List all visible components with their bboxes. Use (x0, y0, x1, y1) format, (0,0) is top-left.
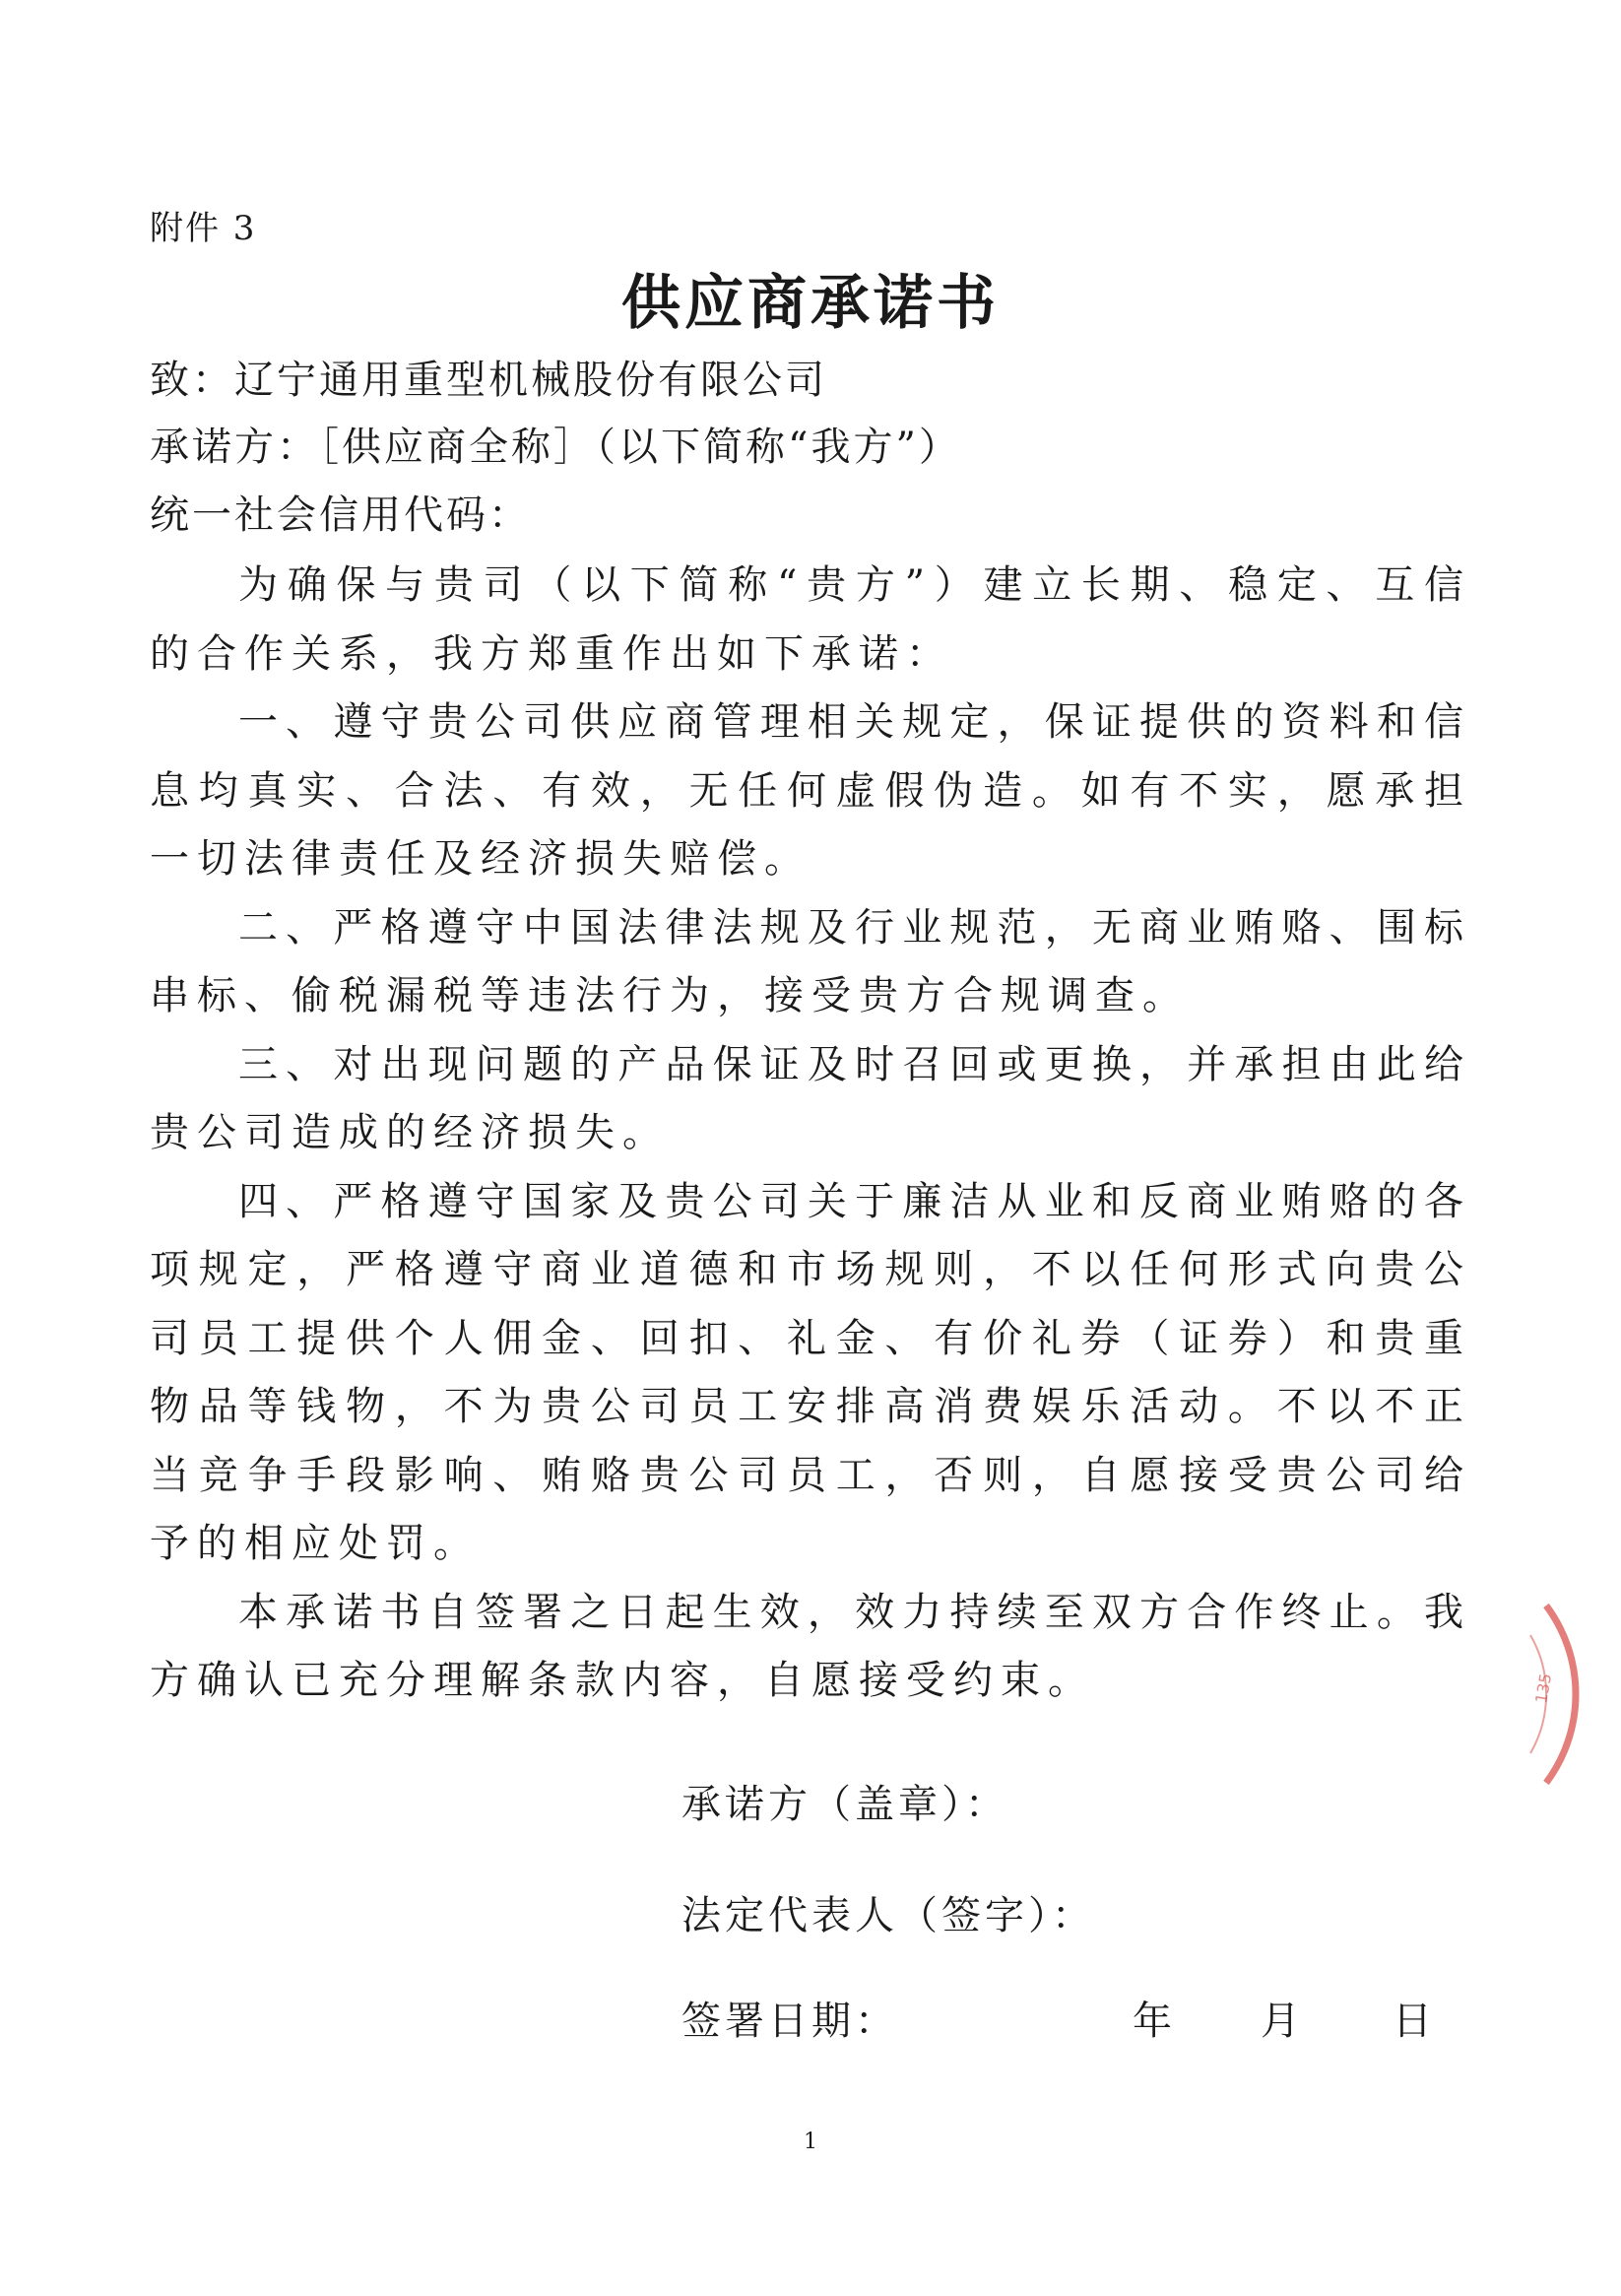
date-day: 日 (1393, 1999, 1432, 2044)
promisor-line: 承诺方：［供应商全称］（以下简称“我方”） (150, 425, 961, 470)
legal-rep-label: 法定代表人（签字）： (681, 1893, 1095, 1938)
document-title: 供应商承诺书 (621, 269, 1000, 338)
addressee-line: 致：辽宁通用重型机械股份有限公司 (150, 358, 827, 403)
sign-date-label: 签署日期： (681, 1999, 898, 2044)
seal-stamp-fragment (1517, 1596, 1621, 1793)
date-month: 月 (1261, 1999, 1300, 2044)
clause-three: 三、对出现问题的产品保证及时召回或更换，并承担由此给贵公司造成的经济损失。 (150, 1041, 1471, 1155)
clause-one: 一、遵守贵公司供应商管理相关规定，保证提供的资料和信息均真实、合法、有效，无任何虚假伪造。如有不实，愿承担一切法律责任及经济损失赔偿。 (150, 699, 1471, 882)
page-number: 1 (804, 2130, 817, 2154)
svg-text:135: 135 (1531, 1672, 1556, 1705)
credit-code-line: 统一社会信用代码： (150, 492, 531, 538)
effective-paragraph: 本承诺书自签署之日起生效，效力持续至双方合作终止。我方确认已充分理解条款内容，自愿接受约束。 (150, 1589, 1471, 1703)
intro-paragraph: 为确保与贵司（以下简称“贵方”）建立长期、稳定、互信的合作关系，我方郑重作出如下承诺： (150, 562, 1471, 677)
clause-two: 二、严格遵守中国法律法规及行业规范，无商业贿赂、围标串标、偷税漏税等违法行为，接受贵方合规调查。 (150, 904, 1471, 1018)
seal-label: 承诺方（盖章）： (681, 1782, 1008, 1827)
attachment-label: 附件 3 (150, 209, 257, 248)
date-year: 年 (1133, 1999, 1172, 2044)
commitment-body (150, 552, 1471, 1716)
clause-four: 四、严格遵守国家及贵公司关于廉洁从业和反商业贿赂的各项规定，严格遵守商业道德和市场规则，不以任何形式向贵公司员工提供个人佣金、回扣、礼金、有价礼券（证券）和贵重物品等钱物，不为贵公司员工安排高消费娱乐活动。不以不正当竞争手段影响、贿赂贵公司员工，否则，自愿接受贵公司给予的相应处罚。 (150, 1178, 1471, 1566)
